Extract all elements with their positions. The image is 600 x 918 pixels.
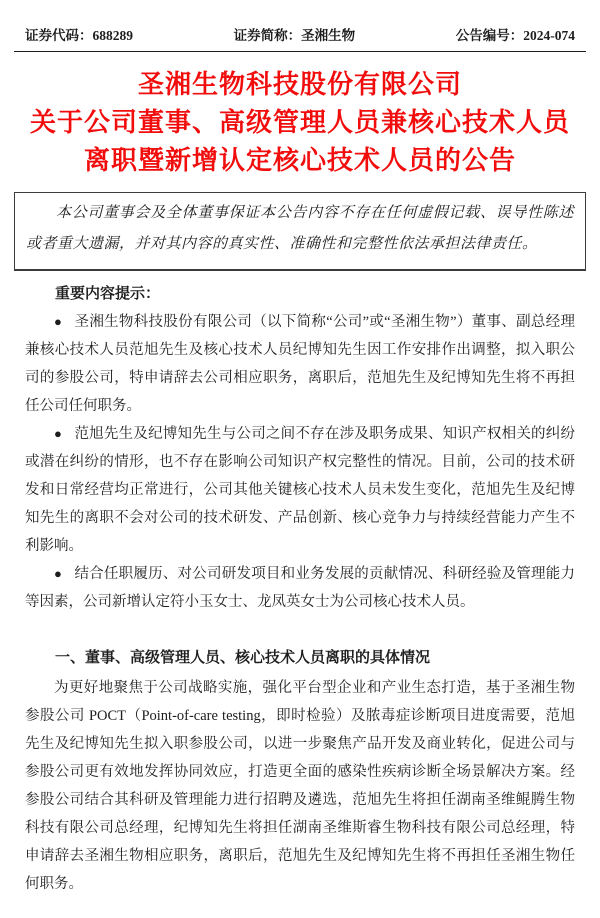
stock-code-value: 688289: [92, 28, 133, 43]
notice-bullet-2: [25, 420, 575, 560]
bullet-icon: ●: [54, 566, 63, 581]
notice-bullet-2-text: 范旭先生及纪博知先生与公司之间不存在涉及职务成果、知识产权相关的纠纷或潜在纠纷的情形，也不存在影响公司知识产权完整性的情况。目前，公司的技术研发和日常经营均正常进行，公司其他关键核心技术人员未发生变化，范旭先生及纪博知先生的离职不会对公司的技术研发、产品创新、核心竞争力与持续经营能力产生不利影响。: [25, 426, 576, 554]
bullet-icon: ●: [54, 426, 63, 441]
title-company-line: 圣湘生物科技股份有限公司: [137, 69, 462, 99]
notice-bullet-3-text: 结合任职履历、对公司研发项目和业务发展的贡献情况、科研经验及管理能力等因素，公司新增认定符小玉女士、龙凤英女士为公司核心技术人员。: [25, 566, 576, 610]
stock-code: [25, 24, 133, 44]
stock-abbr: [234, 24, 356, 44]
disclaimer-box: [14, 192, 586, 271]
announcement-number: [456, 24, 575, 44]
notice-bullet-1-text: 圣湘生物科技股份有限公司（以下简称“公司”或“圣湘生物”）董事、副总经理兼核心技术人员范旭先生及核心技术人员纪博知先生因工作安排作出调整，拟入职公司的参股公司，特申请辞去公司相应职务，离职后，范旭先生及纪博知先生将不再担任公司任何职务。: [25, 314, 575, 414]
section-1-paragraph: 为更好地聚焦于公司战略实施，强化平台型企业和产业生态打造，基于圣湘生物参股公司 POCT（Point-of-care testing，即时检验）及脓毒症诊断项目进度需要，范旭先生及纪博知先生拟入职参股公司，以进一步聚焦产品开发及商业转化，促进公司与参股公司更有效地发挥协同效应，打造更全面的感染性疾病诊断全场景解决方案。经参股公司结合其科研及管理能力进行招聘及遴选，范旭先生将担任湖南圣维鲲腾生物科技有限公司总经理，纪博知先生将担任湖南圣维斯睿生物科技有限公司总经理，特申请辞去圣湘生物相应职务，离职后，范旭先生及纪博知先生将不再担任圣湘生物任何职务。: [25, 680, 575, 892]
section-1-heading: 一、董事、高级管理人员、核心技术人员离职的具体情况: [55, 649, 431, 666]
disclaimer-text: 本公司董事会及全体董事保证本公告内容不存在任何虚假记载、误导性陈述或者重大遗漏，并对其内容的真实性、准确性和完整性依法承担法律责任。: [26, 205, 574, 252]
stock-code-label: 证券代码：: [25, 28, 93, 43]
announcement-number-value: 2024-074: [523, 28, 575, 43]
notice-bullet-3: [25, 560, 575, 616]
bullet-icon: ●: [54, 314, 63, 329]
notice-heading: 重要内容提示：: [55, 285, 161, 302]
document-header: [14, 24, 586, 52]
announcement-number-label: 公告编号：: [455, 28, 524, 43]
notice-bullet-1: [25, 308, 575, 420]
title-subject-line: 关于公司董事、高级管理人员兼核心技术人员离职暨新增认定核心技术人员的公告: [29, 107, 570, 175]
stock-abbr-label: 证券简称：: [233, 28, 302, 43]
announcement-title: [25, 65, 575, 179]
stock-abbr-value: 圣湘生物: [301, 28, 356, 43]
